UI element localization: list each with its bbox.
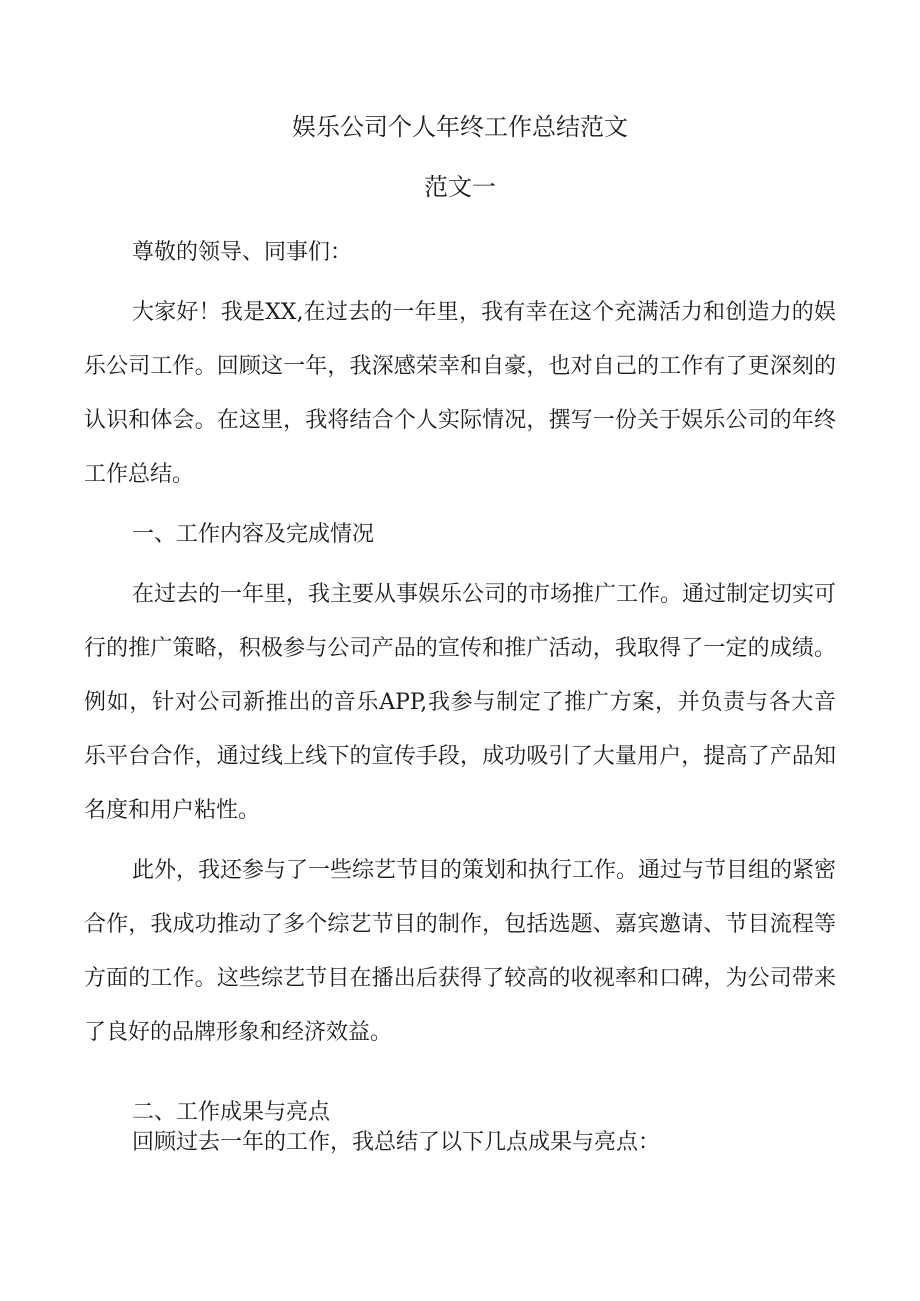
intro-paragraph: 大家好！我是XX,在过去的一年里，我有幸在这个充满活力和创造力的娱乐公司工作。回顾这一年，我深感荣幸和自豪，也对自己的工作有了更深刻的认识和体会。在这里，我将结合个人实际情况，撰写一份关于娱乐公司的年终工作总结。	[84, 300, 836, 487]
section1-heading: 一、工作内容及完成情况	[132, 522, 375, 547]
document-title: 娱乐公司个人年终工作总结范文	[292, 113, 628, 141]
section2-intro-paragraph: 回顾过去一年的工作，我总结了以下几点成果与亮点：	[132, 1130, 661, 1155]
greeting-paragraph: 尊敬的领导、同事们：	[132, 240, 353, 265]
section1-paragraph-2: 此外，我还参与了一些综艺节目的策划和执行工作。通过与节目组的紧密合作，我成功推动了多个综艺节目的制作，包括选题、嘉宾邀请、节目流程等方面的工作。这些综艺节目在播出后获得了较高的收视率和口碑，为公司带来了良好的品牌形象和经济效益。	[84, 858, 837, 1045]
section2-heading: 二、工作成果与亮点	[132, 1100, 331, 1125]
section1-paragraph-1: 在过去的一年里，我主要从事娱乐公司的市场推广工作。通过制定切实可行的推广策略，积极参与公司产品的宣传和推广活动，我取得了一定的成绩。例如，针对公司新推出的音乐APP,我参与制定了推广方案，并负责与各大音乐平台合作，通过线上线下的宣传手段，成功吸引了大量用户，提高了产品知名度和用户粘性。	[84, 582, 837, 823]
document-subtitle: 范文一	[424, 173, 496, 201]
